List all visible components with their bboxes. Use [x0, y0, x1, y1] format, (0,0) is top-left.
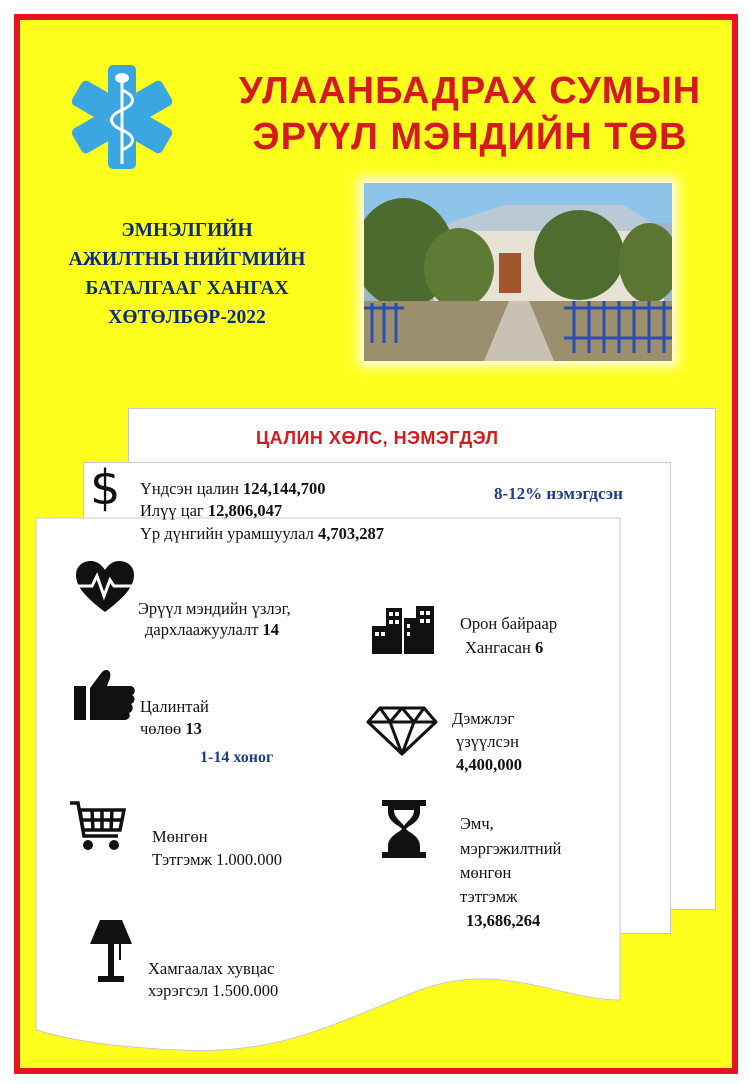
housing-line2: [465, 637, 543, 658]
leave-line1: Цалинтай: [140, 697, 209, 716]
subtitle-line: ЭМНЭЛГИЙН: [121, 220, 253, 241]
subtitle-line: АЖИЛТНЫ НИЙГМИЙН: [68, 249, 306, 270]
title-line-1: УЛААНБАДРАХ СУМЫН: [238, 70, 702, 112]
overtime-label: Илүү цаг: [140, 501, 204, 520]
support-value: 4,400,000: [456, 755, 522, 774]
clothing-line1: Хамгаалах хувцас: [148, 959, 275, 978]
base-salary: [140, 478, 326, 499]
leave-line2: [140, 718, 202, 739]
support-line2: үзүүлсэн: [456, 732, 519, 751]
buildings-icon: [372, 604, 434, 654]
doctor-line4: тэтгэмж: [460, 887, 518, 906]
hourglass-icon: [382, 800, 426, 858]
cash-line2: Тэтгэмж 1.000.000: [152, 850, 283, 869]
bonus-value: 4,703,287: [317, 524, 384, 543]
housing-line1: Орон байраар: [460, 614, 558, 633]
checkup-label: дархлаажуулалт: [145, 620, 259, 639]
subtitle-line: БАТАЛГААГ ХАНГАХ: [85, 278, 289, 299]
base-salary-label: Үндсэн цалин: [140, 479, 239, 498]
doctor-line1: Эмч,: [460, 814, 494, 833]
thumbs-up-icon: [74, 668, 136, 720]
doctor-line3: мөнгөн: [460, 863, 512, 882]
lamp-icon: [90, 920, 132, 982]
housing-label: Хангасан: [465, 638, 531, 657]
bonus-label: Үр дүнгийн урамшуулал: [140, 524, 314, 543]
support-line1: Дэмжлэг: [452, 709, 515, 728]
overtime: [140, 500, 282, 521]
housing-value: 6: [534, 638, 544, 657]
doctor-line2: мэргэжилтний: [460, 839, 562, 858]
leave-days: 1-14 хоног: [200, 749, 274, 766]
title-line-2: ЭРҮҮЛ МЭНДИЙН ТӨВ: [252, 116, 688, 158]
shopping-cart-icon: [70, 800, 126, 852]
leave-value: 13: [185, 719, 202, 738]
cash-line1: Мөнгөн: [152, 827, 208, 846]
increase-note: 8-12% нэмэгдсэн: [494, 484, 623, 503]
checkup-line1: Эрүүл мэндийн үзлэг,: [138, 599, 291, 618]
bonus: [140, 523, 384, 544]
diamond-icon: [366, 706, 438, 756]
checkup-line2: [145, 619, 279, 640]
overtime-value: 12,806,047: [207, 501, 283, 520]
base-salary-value: 124,144,700: [243, 479, 326, 498]
doctor-value: 13,686,264: [466, 911, 541, 930]
heartbeat-icon: [74, 560, 136, 614]
checkup-value: 14: [262, 620, 280, 639]
subtitle-line: ХӨТӨЛБӨР-2022: [108, 307, 266, 328]
dollar-icon: $: [90, 460, 121, 516]
salary-heading: ЦАЛИН ХӨЛС, НЭМЭГДЭЛ: [256, 428, 499, 448]
leave-label: чөлөө: [140, 719, 182, 738]
clothing-line2: хэрэгсэл 1.500.000: [148, 981, 279, 1000]
